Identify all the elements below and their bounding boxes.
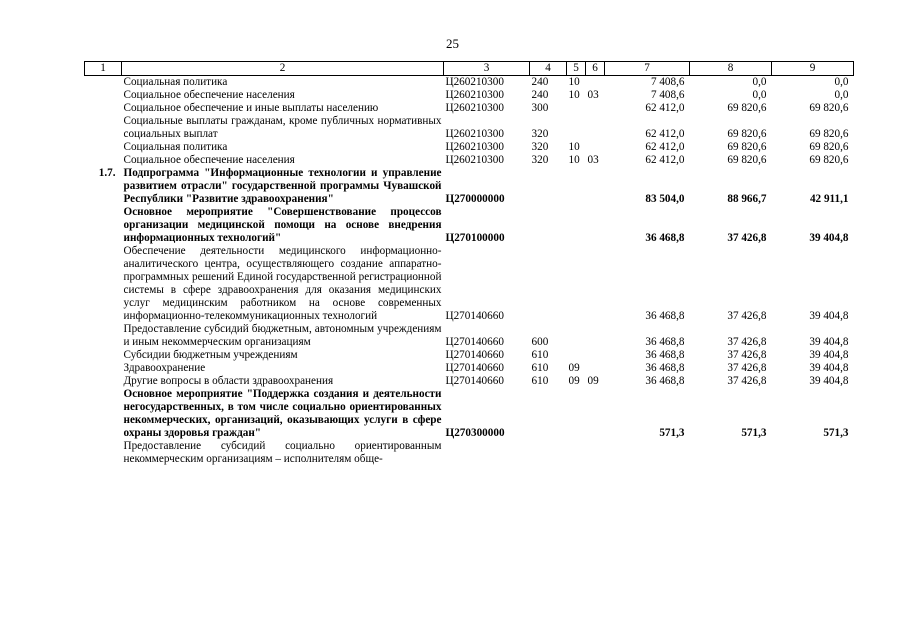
amount-col8: 69 820,6	[727, 102, 767, 114]
subsection	[586, 115, 605, 141]
amount-col8: 37 426,8	[727, 336, 767, 348]
amount-col8: 69 820,6	[727, 141, 767, 153]
table-row	[85, 349, 854, 362]
row-name: Социальное обеспечение населения	[123, 89, 295, 101]
row-number	[85, 375, 122, 388]
target-code: Ц270140660	[445, 310, 504, 322]
section	[567, 388, 586, 440]
expense-type: 240	[531, 76, 549, 88]
row-name: Подпрограмма "Информационные технологии и управление развитием отрасли" государственной программы Чувашской Республики "Развитие здравоохранения"	[123, 167, 442, 205]
amount-col7: 62 412,0	[645, 102, 685, 114]
subsection	[586, 349, 605, 362]
subsection	[586, 141, 605, 154]
expense-type	[530, 245, 567, 323]
table-row	[85, 375, 854, 388]
amount-col9: 69 820,6	[809, 102, 849, 114]
subsection: 03	[587, 154, 599, 166]
amount-col9: 39 404,8	[809, 375, 849, 387]
section: 10	[568, 89, 580, 101]
target-code: Ц270140660	[445, 375, 504, 387]
expense-type: 300	[531, 102, 549, 114]
amount-col7: 36 468,8	[645, 375, 685, 387]
amount-col8: 0,0	[752, 89, 767, 101]
table-row	[85, 102, 854, 115]
row-name: Субсидии бюджетным учреждениям	[123, 349, 298, 361]
table-row	[85, 362, 854, 375]
column-header: 7	[605, 62, 690, 76]
amount-col9: 69 820,6	[809, 154, 849, 166]
target-code: Ц260210300	[445, 102, 504, 114]
row-name: Социальное обеспечение и иные выплаты населению	[123, 102, 379, 114]
row-number	[85, 349, 122, 362]
section	[567, 245, 586, 323]
budget-table	[84, 61, 854, 466]
amount-col9: 39 404,8	[809, 362, 849, 374]
table-row	[85, 440, 854, 466]
amount-col9: 571,3	[823, 427, 849, 439]
amount-col8: 88 966,7	[727, 193, 767, 205]
expense-type	[530, 167, 567, 206]
row-name: Здравоохранение	[123, 362, 206, 374]
table-row	[85, 115, 854, 141]
amount-col9: 69 820,6	[809, 141, 849, 153]
section	[567, 206, 586, 245]
row-number	[85, 440, 122, 466]
section: 09	[568, 375, 580, 387]
amount-col8: 37 426,8	[727, 232, 767, 244]
amount-col8: 37 426,8	[727, 362, 767, 374]
amount-col8: 69 820,6	[727, 128, 767, 140]
table-row	[85, 154, 854, 167]
target-code: Ц270000000	[445, 193, 505, 205]
expense-type: 600	[531, 336, 549, 348]
subsection	[586, 206, 605, 245]
subsection	[586, 167, 605, 206]
row-number	[85, 89, 122, 102]
expense-type: 320	[531, 128, 549, 140]
subsection	[586, 323, 605, 349]
row-name: Социальное обеспечение населения	[123, 154, 295, 166]
amount-col7: 62 412,0	[645, 154, 685, 166]
row-number	[85, 388, 122, 440]
section	[567, 349, 586, 362]
row-number	[85, 154, 122, 167]
page-number: 25	[446, 36, 459, 51]
subsection	[586, 76, 605, 90]
target-code: Ц260210300	[445, 154, 504, 166]
target-code	[444, 440, 530, 466]
table-row	[85, 89, 854, 102]
expense-type: 320	[531, 141, 549, 153]
amount-col9: 69 820,6	[809, 128, 849, 140]
amount-col7: 36 468,8	[645, 232, 685, 244]
amount-col8	[690, 440, 772, 466]
expense-type	[530, 206, 567, 245]
amount-col7	[605, 440, 690, 466]
amount-col8: 37 426,8	[727, 349, 767, 361]
expense-type: 610	[531, 375, 549, 387]
expense-type: 610	[531, 362, 549, 374]
row-name: Обеспечение деятельности медицинского информационно-аналитического центра, осуществляющего создание аппаратно-программных решений Единой государственной регистрационной системы в сфере здравоохранения для оказания медицинских услуг медицинским работником на основе современных информационно-телекоммуникационных технологий	[123, 245, 442, 322]
expense-type	[530, 388, 567, 440]
amount-col9	[772, 440, 854, 466]
amount-col9: 39 404,8	[809, 349, 849, 361]
column-header: 1	[85, 62, 122, 76]
section: 10	[568, 141, 580, 153]
amount-col7: 7 408,6	[650, 76, 685, 88]
section	[567, 440, 586, 466]
amount-col7: 83 504,0	[645, 193, 685, 205]
amount-col9: 39 404,8	[809, 232, 849, 244]
column-header: 8	[690, 62, 772, 76]
row-name: Социальные выплаты гражданам, кроме публичных нормативных социальных выплат	[123, 115, 442, 140]
amount-col9: 0,0	[834, 89, 849, 101]
amount-col7: 62 412,0	[645, 141, 685, 153]
table-header	[85, 62, 854, 76]
row-name: Основное мероприятие "Совершенствование процессов организации медицинской помощи на основе внедрения информационных технологий"	[123, 206, 442, 244]
amount-col7: 36 468,8	[645, 310, 685, 322]
table-row	[85, 206, 854, 245]
amount-col8: 69 820,6	[727, 154, 767, 166]
table-row	[85, 245, 854, 323]
section	[567, 115, 586, 141]
row-number	[85, 362, 122, 375]
column-header: 3	[444, 62, 530, 76]
subsection	[586, 362, 605, 375]
amount-col8: 571,3	[741, 427, 767, 439]
column-header: 4	[530, 62, 567, 76]
table-body	[85, 76, 854, 467]
expense-type: 240	[531, 89, 549, 101]
table-row	[85, 76, 854, 90]
row-number	[85, 206, 122, 245]
row-number	[85, 323, 122, 349]
column-header: 5	[567, 62, 586, 76]
row-number	[85, 115, 122, 141]
target-code: Ц270140660	[445, 349, 504, 361]
target-code: Ц260210300	[445, 141, 504, 153]
row-number	[85, 245, 122, 323]
target-code: Ц260210300	[445, 128, 504, 140]
subsection: 03	[587, 89, 599, 101]
amount-col7: 36 468,8	[645, 336, 685, 348]
target-code: Ц270300000	[445, 427, 505, 439]
column-header: 9	[772, 62, 854, 76]
section	[567, 167, 586, 206]
target-code: Ц260210300	[445, 76, 504, 88]
column-header: 6	[586, 62, 605, 76]
section: 09	[568, 362, 580, 374]
row-name: Основное мероприятие "Поддержка создания и деятельности негосударственных, в том числе социально ориентированных некоммерческих, организаций, оказывающих услуги в сфере охраны здоровья граждан"	[123, 388, 442, 439]
amount-col8: 37 426,8	[727, 310, 767, 322]
row-number	[85, 102, 122, 115]
expense-type: 320	[531, 154, 549, 166]
amount-col9: 39 404,8	[809, 310, 849, 322]
amount-col7: 36 468,8	[645, 349, 685, 361]
amount-col8: 0,0	[752, 76, 767, 88]
amount-col9: 0,0	[834, 76, 849, 88]
amount-col8: 37 426,8	[727, 375, 767, 387]
row-number	[85, 141, 122, 154]
table-row	[85, 388, 854, 440]
target-code: Ц270140660	[445, 362, 504, 374]
subsection: 09	[587, 375, 599, 387]
column-header: 2	[122, 62, 444, 76]
section	[567, 323, 586, 349]
row-name: Социальная политика	[123, 76, 228, 88]
amount-col9: 39 404,8	[809, 336, 849, 348]
expense-type	[530, 440, 567, 466]
expense-type: 610	[531, 349, 549, 361]
amount-col9: 42 911,1	[809, 193, 849, 205]
row-name: Предоставление субсидий социально ориентированным некоммерческим организациям – исполнителям обще-	[123, 440, 442, 465]
row-number	[85, 76, 122, 90]
table-row	[85, 167, 854, 206]
target-code: Ц270100000	[445, 232, 505, 244]
section	[567, 102, 586, 115]
amount-col7: 571,3	[659, 427, 685, 439]
row-name: Другие вопросы в области здравоохранения	[123, 375, 334, 387]
table-row	[85, 141, 854, 154]
table-row	[85, 323, 854, 349]
subsection	[586, 245, 605, 323]
target-code: Ц260210300	[445, 89, 504, 101]
row-name: Социальная политика	[123, 141, 228, 153]
amount-col7: 36 468,8	[645, 362, 685, 374]
amount-col7: 62 412,0	[645, 128, 685, 140]
row-name: Предоставление субсидий бюджетным, автономным учреждениям и иным некоммерческим организациям	[123, 323, 442, 348]
section: 10	[568, 154, 580, 166]
row-number: 1.7.	[98, 167, 116, 179]
subsection	[586, 388, 605, 440]
subsection	[586, 102, 605, 115]
section: 10	[568, 76, 580, 88]
target-code: Ц270140660	[445, 336, 504, 348]
amount-col7: 7 408,6	[650, 89, 685, 101]
subsection	[586, 440, 605, 466]
